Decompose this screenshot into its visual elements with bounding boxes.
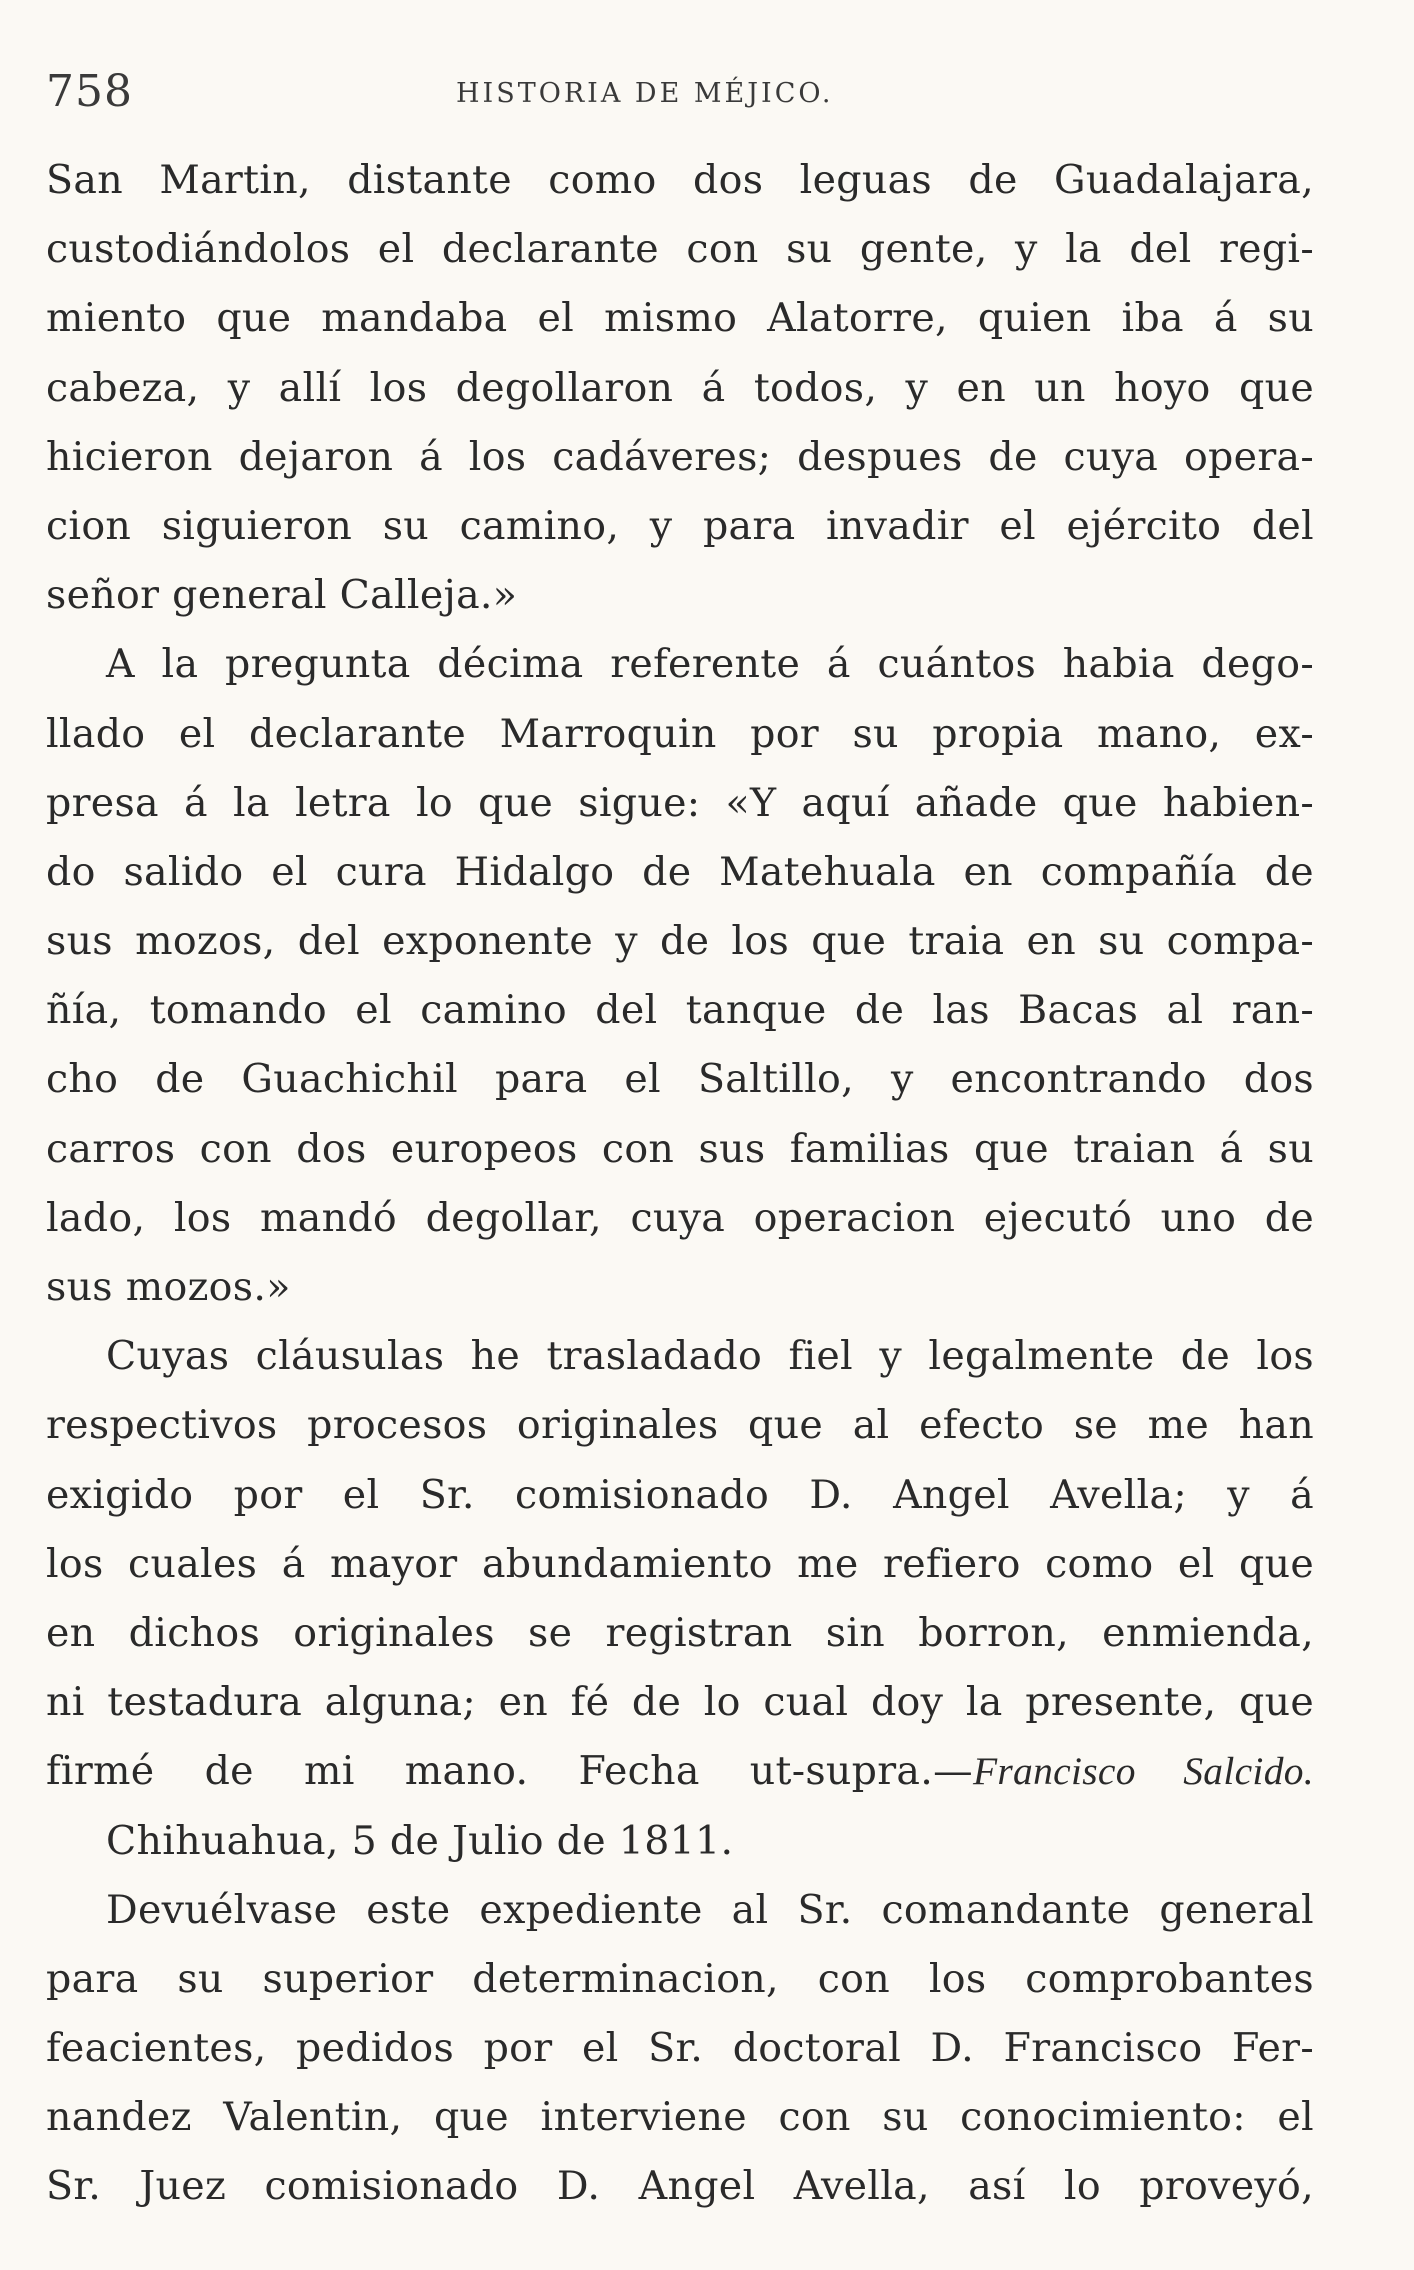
- body-text: [46, 146, 1314, 2222]
- signature-line: [46, 1737, 1314, 1806]
- text-line: Sr. Juez comisionado D. Angel Avella, así lo proveyó,: [46, 2163, 1314, 2210]
- paragraph-start: Devuélvase este expediente al Sr. comandante general: [106, 1886, 1314, 1933]
- signature: Francisco Salcido.: [972, 1749, 1314, 1794]
- text-line: exigido por el Sr. comisionado D. Angel Avella; y á: [46, 1471, 1314, 1518]
- text-line: feacientes, pedidos por el Sr. doctoral D. Francisco Fer-: [46, 2025, 1314, 2072]
- text-line: hicieron dejaron á los cadáveres; despues de cuya opera-: [46, 433, 1314, 480]
- book-page: [46, 60, 1314, 2222]
- text-line: cabeza, y allí los degollaron á todos, y en un hoyo que: [46, 364, 1314, 411]
- text-line: para su superior determinacion, con los comprobantes: [46, 1955, 1314, 2002]
- text-line: sus mozos, del exponente y de los que traia en su compa-: [46, 918, 1314, 965]
- text-line: nandez Valentin, que interviene con su conocimiento: el: [46, 2094, 1314, 2141]
- text-line: miento que mandaba el mismo Alatorre, quien iba á su: [46, 295, 1314, 342]
- page-number: 758: [46, 66, 133, 117]
- text-line: señor general Calleja.»: [46, 572, 518, 619]
- text-line: ni testadura alguna; en fé de lo cual doy la presente, que: [46, 1679, 1314, 1726]
- date-line: Chihuahua, 5 de Julio de 1811.: [106, 1817, 734, 1864]
- paragraph-start: A la pregunta décima referente á cuántos habia dego-: [106, 641, 1314, 688]
- text-line: custodiándolos el declarante con su gente, y la del regi-: [46, 226, 1314, 273]
- text-line: llado el declarante Marroquin por su propia mano, ex-: [46, 710, 1314, 757]
- text-line: sus mozos.»: [46, 1264, 291, 1310]
- running-head: [46, 60, 1314, 120]
- text-line: carros con dos europeos con sus familias que traian á su: [46, 1125, 1314, 1172]
- paragraph-start: Cuyas cláusulas he trasladado fiel y legalmente de los: [106, 1333, 1314, 1380]
- running-title: HISTORIA DE MÉJICO.: [456, 78, 834, 109]
- text-line: cion siguieron su camino, y para invadir el ejército del: [46, 502, 1314, 549]
- text-line: do salido el cura Hidalgo de Matehuala en compañía de: [46, 848, 1314, 895]
- text-line: lado, los mandó degollar, cuya operacion ejecutó uno de: [46, 1194, 1314, 1241]
- text-line: cho de Guachichil para el Saltillo, y encontrando dos: [46, 1056, 1314, 1103]
- text-line: presa á la letra lo que sigue: «Y aquí añade que habien-: [46, 779, 1314, 826]
- text-fragment: firmé de mi mano. Fecha ut-supra.—: [46, 1748, 973, 1795]
- text-line: San Martin, distante como dos leguas de Guadalajara,: [46, 157, 1314, 203]
- text-line: respectivos procesos originales que al efecto se me han: [46, 1402, 1314, 1449]
- text-line: en dichos originales se registran sin borron, enmienda,: [46, 1609, 1314, 1656]
- text-line: ñía, tomando el camino del tanque de las Bacas al ran-: [46, 987, 1314, 1034]
- text-line: los cuales á mayor abundamiento me refiero como el que: [46, 1540, 1314, 1587]
